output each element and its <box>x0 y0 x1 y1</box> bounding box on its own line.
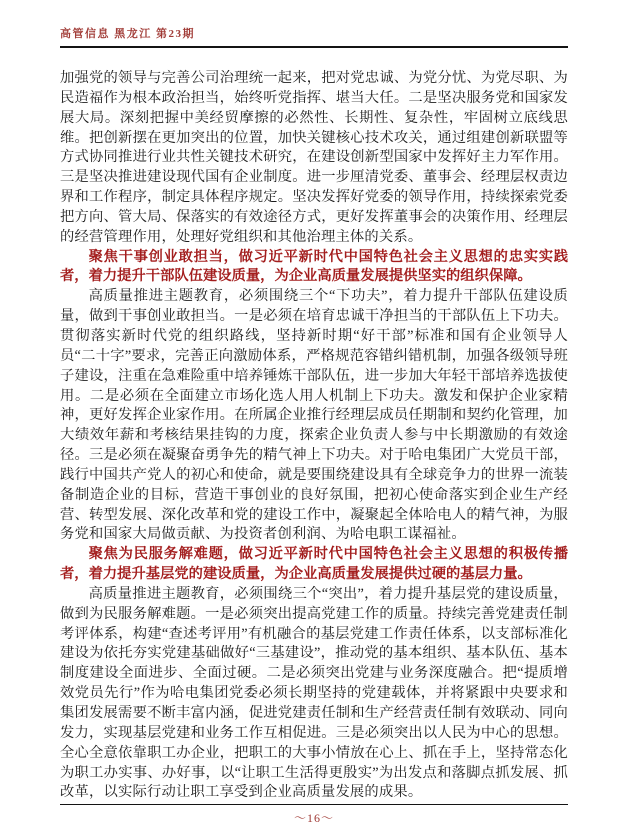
header-rule <box>60 46 568 48</box>
page-footer <box>60 804 568 826</box>
paragraph-emphasis-2: 聚焦为民服务解难题，做习近平新时代中国特色社会主义思想的积极传播者，着力提升基层党的建设质量，为企业高质量发展提供过硬的基层力量。 <box>60 546 568 583</box>
paragraph-body-2: 高质量推进主题教育，必须围绕三个“下功夫”，着力提升干部队伍建设质量，做到干事创业敢担当。一是必须在培育忠诚干净担当的干部队伍上下功夫。贯彻落实新时代党的组织路线，坚持新时期“好干部”标准和国有企业领导人员“二十字”要求，完善正向激励体系，严格规范容错纠错机制，加强各级领导班子建设，注重在急难险重中培养锤炼干部队伍，进一步加大年轻干部培养选拔使用。二是必须在全面建立市场化选人用人机制上下功夫。激发和保护企业家精神，更好发挥企业家作用。在所属企业推行经理层成员任期制和契约化管理，加大绩效年薪和考核结果挂钩的力度，探索企业负责人参与中长期激励的有效途径。三是必须在凝聚奋勇争先的精气神上下功夫。对于哈电集团广大党员干部，践行中国共产党人的初心和使命，就是要围绕建设具有全球竞争力的世界一流装备制造企业的目标，营造干事创业的良好氛围，把初心使命落实到企业生产经营、转型发展、深化改革和党的建设工作中，凝聚起全体哈电人的精气神，为服务党和国家大局做贡献、为投资者创利润、为哈电职工谋福祉。 <box>60 288 568 543</box>
paragraph-continued: 加强党的领导与完善公司治理统一起来，把对党忠诚、为党分忧、为党尽职、为民造福作为根本政治担当，始终听党指挥、堪当大任。二是坚决服务党和国家发展大局。深刻把握中美经贸摩擦的必然性、长期性、复杂性，牢固树立底线思维。把创新摆在更加突出的位置，加快关键核心技术攻关，通过组建创新联盟等方式协同推进行业共性关键技术研究，在建设创新型国家中发挥好主力军作用。三是坚决推进建设现代国有企业制度。进一步厘清党委、董事会、经理层权责边界和工作程序，制定具体程序规定。坚决发挥好党委的领导作用，持续探索党委把方向、管大局、保落实的有效途径方式，更好发挥董事会的决策作用、经理层的经营管理作用，处理好党组织和其他治理主体的关系。 <box>60 70 568 245</box>
page-number: ～16～ <box>293 811 334 826</box>
footer-rule <box>60 804 568 805</box>
document-body <box>60 69 568 803</box>
paragraph-emphasis-1: 聚焦干事创业敢担当，做习近平新时代中国特色社会主义思想的忠实实践者，着力提升干部队伍建设质量，为企业高质量发展提供坚实的组织保障。 <box>60 248 568 285</box>
journal-header-title: 高管信息 黑龙江 第23期 <box>60 28 195 40</box>
paragraph-body-3: 高质量推进主题教育，必须围绕三个“突出”，着力提升基层党的建设质量，做到为民服务解难题。一是必须突出提高党建工作的质量。持续完善党建责任制考评体系，构建“查述考评用”有机融合的基层党建工作责任体系，以支部标准化建设为依托夯实党建基础做好“三基建设”，推动党的基本组织、基本队伍、基本制度建设全面进步、全面过硬。二是必须突出党建与业务深度融合。把“提质增效党员先行”作为哈电集团党委必须长期坚持的党建载体，并将紧跟中央要求和集团发展需要不断丰富内涵，促进党建责任制和生产经营责任制有效联动、同向发力，实现基层党建和业务工作互相促进。三是必须突出以人民为中心的思想。全心全意依靠职工办企业，把职工的大事小情放在心上、抓在手上，坚持常态化为职工办实事、办好事，以“让职工生活得更殷实”为出发点和落脚点抓发展、抓改革，以实际行动让职工享受到企业高质量发展的成果。 <box>60 585 568 801</box>
page-header <box>60 27 568 48</box>
